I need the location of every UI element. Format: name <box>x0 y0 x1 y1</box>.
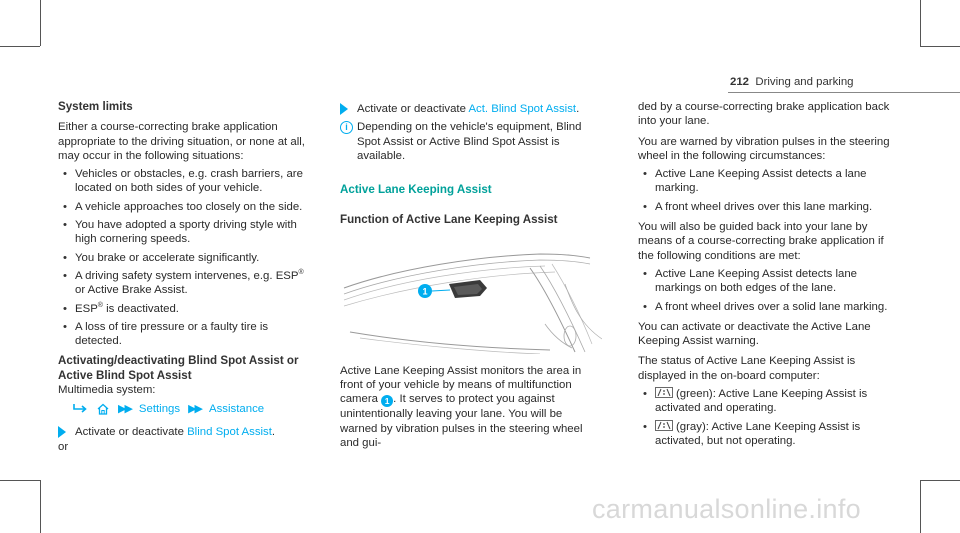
or-text: or <box>58 440 69 453</box>
action-step <box>58 425 316 439</box>
crop-mark <box>40 0 41 46</box>
assistance-link[interactable]: Assistance <box>209 403 265 416</box>
activating-heading: Activating/deactivating Blind Spot Assist or Active Blind Spot Assist <box>58 354 299 382</box>
callout-number: 1 <box>422 286 428 297</box>
column-middle <box>340 100 602 450</box>
header-rule <box>728 92 960 93</box>
list-item: • A front wheel drives over this lane marking. <box>638 200 900 214</box>
paragraph: ded by a course-correcting brake application back into your lane. <box>638 101 890 128</box>
section-title: Driving and parking <box>755 76 854 88</box>
function-paragraph <box>340 364 602 450</box>
system-limits-list <box>58 167 316 348</box>
system-limits-heading: System limits <box>58 100 133 113</box>
list-item: • Active Lane Keeping Assist detects lane markings on both edges of the lane. <box>638 267 900 296</box>
step-end: . <box>576 103 580 115</box>
list-item: • You have adopted a sporty driving style with high cornering speeds. <box>58 218 316 247</box>
list-item: • A front wheel drives over a solid lane marking. <box>638 300 900 314</box>
list-item <box>58 302 316 316</box>
step-end: . <box>271 426 276 439</box>
chevron-double-icon: ▶▶ <box>188 403 202 416</box>
conditions-list <box>638 267 900 314</box>
windshield-figure <box>340 244 602 354</box>
paragraph: You will also be guided back into your lane by means of a course-correcting brake application if the following conditions are met: <box>638 221 884 262</box>
list-item <box>638 387 900 416</box>
paragraph: You can activate or deactivate the Active Lane Keeping Assist warning. <box>638 320 871 348</box>
page-number: 212 <box>730 76 750 88</box>
act-blind-spot-assist-link[interactable]: Act. Blind Spot Assist <box>468 103 577 115</box>
crop-mark <box>920 480 921 533</box>
paragraph: You are warned by vibration pulses in the steering wheel in the following circumstances: <box>638 135 890 162</box>
registered-mark: ® <box>97 301 103 309</box>
lane-keeping-icon <box>655 420 673 431</box>
info-note <box>340 120 602 163</box>
list-item: • A loss of tire pressure or a faulty tire is detected. <box>58 320 316 349</box>
paragraph: The status of Active Lane Keeping Assist is displayed in the on-board computer: <box>638 355 856 382</box>
list-item: • Vehicles or obstacles, e.g. crash barriers, are located on both sides of your vehicle. <box>58 167 316 196</box>
list-item <box>58 269 316 298</box>
list-item: • Active Lane Keeping Assist detects a lane marking. <box>638 167 900 196</box>
system-limits-intro: Either a course-correcting brake application appropriate to the driving situation, or none at all, may occur in the following situations: <box>58 121 305 162</box>
menu-path <box>58 401 316 417</box>
info-icon: i <box>340 121 353 134</box>
crop-mark <box>0 480 40 481</box>
crop-mark <box>0 46 40 47</box>
list-item <box>638 420 900 449</box>
play-triangle-icon <box>58 426 66 438</box>
list-item: • A vehicle approaches too closely on the side. <box>58 200 316 214</box>
status-text: (gray): Active Lane Keeping Assist is activated, but not operating. <box>655 420 861 447</box>
crop-mark <box>920 46 960 47</box>
list-item-suffix: or Active Brake Assist. <box>75 284 188 297</box>
settings-link[interactable]: Settings <box>138 403 181 416</box>
home-icon[interactable] <box>96 402 110 416</box>
crop-mark <box>920 480 960 481</box>
crop-mark <box>40 480 41 533</box>
action-step <box>340 102 602 116</box>
column-left <box>58 100 316 454</box>
warning-list <box>638 167 900 214</box>
page-header <box>730 75 854 89</box>
play-triangle-icon <box>340 103 348 115</box>
list-item-text: ESP <box>75 302 98 315</box>
list-item: • You brake or accelerate significantly. <box>58 251 316 265</box>
arrow-right-icon <box>72 403 88 415</box>
multimedia-label: Multimedia system: <box>58 384 156 397</box>
list-item-suffix: is deactivated. <box>102 302 179 315</box>
column-right <box>638 100 900 448</box>
list-item-text: A driving safety system intervenes, e.g. ESP <box>75 269 299 282</box>
callout-badge: 1 <box>381 395 393 407</box>
status-list <box>638 387 900 448</box>
watermark: carmanualsonline.info <box>592 494 861 524</box>
step-text: Activate or deactivate <box>75 426 188 439</box>
step-text: Activate or deactivate <box>357 103 469 115</box>
blind-spot-assist-link[interactable]: Blind Spot Assist <box>187 426 272 439</box>
crop-mark <box>920 0 921 46</box>
lane-keeping-icon <box>655 387 673 398</box>
paragraph-text: . It serves to protect you against unintentionally leaving your lane. You will be warned by vibration pulses in the steering wheel and gui- <box>340 393 583 449</box>
function-heading: Function of Active Lane Keeping Assist <box>340 213 558 227</box>
paragraph-text: Active Lane Keeping Assist monitors the area in front of your vehicle by means of multifunction camera <box>340 364 582 406</box>
registered-mark: ® <box>298 269 304 277</box>
section-heading: Active Lane Keeping Assist <box>340 183 492 197</box>
windshield-illustration <box>340 244 602 354</box>
chevron-double-icon: ▶▶ <box>118 403 131 416</box>
note-text: Depending on the vehicle's equipment, Blind Spot Assist or Active Blind Spot Assist is available. <box>357 121 582 162</box>
status-text: (green): Active Lane Keeping Assist is activated and operating. <box>655 388 868 415</box>
